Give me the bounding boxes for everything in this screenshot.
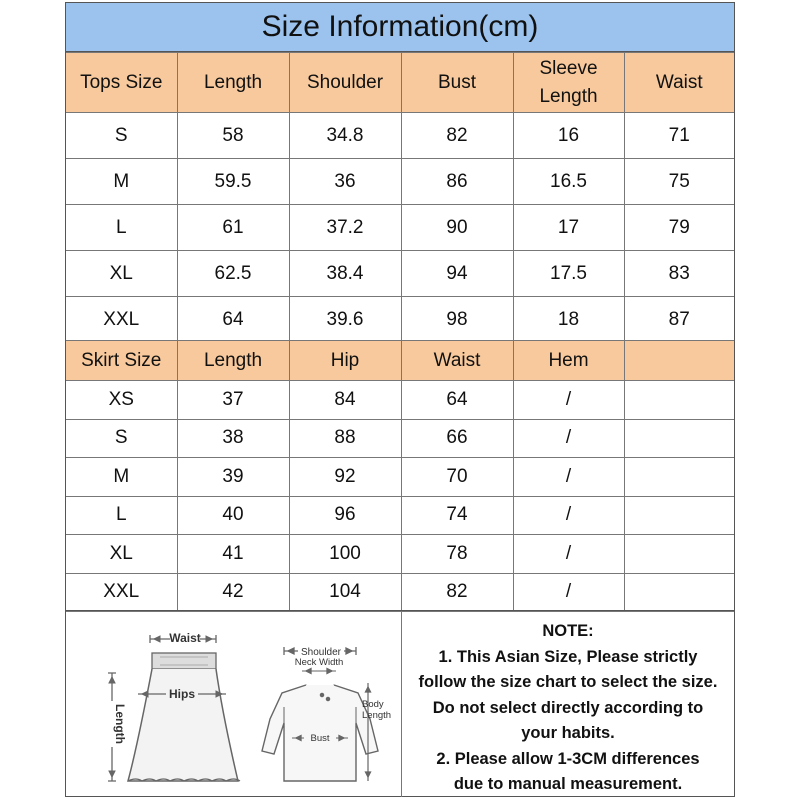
body-length-label-2: Length	[362, 710, 392, 721]
table-cell: XXL	[66, 573, 177, 612]
table-cell: L	[66, 205, 177, 251]
table-row	[66, 205, 734, 251]
info-section	[66, 610, 734, 797]
table-cell: 59.5	[177, 159, 289, 205]
table-cell: S	[66, 419, 177, 458]
table-cell: XL	[66, 251, 177, 297]
column-header: Bust	[401, 53, 513, 113]
table-cell: 39.6	[289, 297, 401, 343]
column-header: Length	[177, 53, 289, 113]
table-cell: 74	[401, 496, 513, 535]
page-title: Size Information(cm)	[66, 3, 734, 52]
table-row	[66, 419, 734, 458]
shoulder-label: Shoulder	[300, 647, 342, 658]
table-cell: XXL	[66, 297, 177, 343]
table-cell: 82	[401, 113, 513, 159]
table-row	[66, 159, 734, 205]
empty-cell	[624, 573, 734, 612]
table-cell: 64	[177, 297, 289, 343]
bust-label: Bust	[310, 733, 330, 744]
table-cell: /	[513, 573, 624, 612]
table-cell: 84	[289, 381, 401, 420]
table-cell: 100	[289, 535, 401, 574]
table-header-row	[66, 341, 734, 381]
column-header	[513, 53, 624, 113]
note-line: your habits.	[521, 724, 615, 742]
table-row	[66, 113, 734, 159]
table-row	[66, 496, 734, 535]
table-row	[66, 297, 734, 343]
table-cell: L	[66, 496, 177, 535]
table-cell: M	[66, 159, 177, 205]
table-cell: 78	[401, 535, 513, 574]
table-cell: XS	[66, 381, 177, 420]
table-cell: 36	[289, 159, 401, 205]
table-cell: 39	[177, 458, 289, 497]
table-cell: 92	[289, 458, 401, 497]
note-box	[402, 611, 734, 797]
column-header: Skirt Size	[66, 341, 177, 381]
table-cell: 37	[177, 381, 289, 420]
empty-cell	[624, 535, 734, 574]
note-heading: NOTE:	[542, 622, 594, 640]
table-cell: 66	[401, 419, 513, 458]
table-cell: 88	[289, 419, 401, 458]
note-line: 1. This Asian Size, Please strictly	[438, 647, 698, 666]
column-header: Length	[177, 341, 289, 381]
table-cell: 18	[513, 297, 624, 343]
table-cell: 71	[624, 113, 734, 159]
empty-header-cell	[624, 341, 734, 381]
note-line: due to manual measurement.	[453, 775, 683, 793]
column-header: Hem	[513, 341, 624, 381]
table-cell: /	[513, 458, 624, 497]
measurement-illustration	[66, 611, 401, 797]
table-cell: XL	[66, 535, 177, 574]
table-row	[66, 251, 734, 297]
table-cell: 79	[624, 205, 734, 251]
note-line: 2. Please allow 1-3CM differences	[436, 749, 700, 768]
table-row	[66, 573, 734, 612]
table-cell: 64	[401, 381, 513, 420]
column-header: Shoulder	[289, 53, 401, 113]
table-row	[66, 458, 734, 497]
empty-cell	[624, 419, 734, 458]
table-cell: S	[66, 113, 177, 159]
table-cell: 38	[177, 419, 289, 458]
empty-cell	[624, 496, 734, 535]
table-cell: 37.2	[289, 205, 401, 251]
body-length-label-1: Body	[362, 699, 384, 710]
table-cell: 17	[513, 205, 624, 251]
table-cell: /	[513, 381, 624, 420]
table-cell: 86	[401, 159, 513, 205]
column-header: Hip	[289, 341, 401, 381]
table-cell: /	[513, 419, 624, 458]
column-header-line: Sleeve	[539, 57, 598, 79]
table-cell: 104	[289, 573, 401, 612]
column-header: Waist	[624, 53, 734, 113]
length-label: Length	[113, 704, 127, 744]
waist-label: Waist	[169, 631, 201, 645]
tops-size-table	[66, 52, 734, 343]
table-cell: /	[513, 535, 624, 574]
empty-cell	[624, 381, 734, 420]
table-cell: 94	[401, 251, 513, 297]
neck-width-label: Neck Width	[294, 657, 344, 668]
hips-label: Hips	[168, 687, 196, 701]
table-cell: 62.5	[177, 251, 289, 297]
table-cell: 61	[177, 205, 289, 251]
table-header-row	[66, 53, 734, 113]
table-cell: 40	[177, 496, 289, 535]
table-row	[66, 535, 734, 574]
table-cell: M	[66, 458, 177, 497]
table-cell: 34.8	[289, 113, 401, 159]
table-cell: 17.5	[513, 251, 624, 297]
table-cell: 16.5	[513, 159, 624, 205]
note-line: follow the size chart to select the size.	[418, 673, 718, 691]
table-cell: 83	[624, 251, 734, 297]
table-cell: 16	[513, 113, 624, 159]
column-header: Waist	[401, 341, 513, 381]
empty-cell	[624, 458, 734, 497]
skirt-size-table	[66, 340, 734, 612]
table-cell: 42	[177, 573, 289, 612]
column-header-line: Length	[539, 85, 598, 107]
table-row	[66, 381, 734, 420]
table-cell: 41	[177, 535, 289, 574]
table-cell: /	[513, 496, 624, 535]
table-cell: 98	[401, 297, 513, 343]
column-header: Tops Size	[66, 53, 177, 113]
table-cell: 96	[289, 496, 401, 535]
table-cell: 75	[624, 159, 734, 205]
table-cell: 70	[401, 458, 513, 497]
table-cell: 58	[177, 113, 289, 159]
table-cell: 87	[624, 297, 734, 343]
table-cell: 90	[401, 205, 513, 251]
measurement-diagrams	[66, 611, 402, 797]
size-chart	[65, 2, 735, 797]
note-line: Do not select directly according to	[432, 698, 704, 717]
table-cell: 82	[401, 573, 513, 612]
table-cell: 38.4	[289, 251, 401, 297]
